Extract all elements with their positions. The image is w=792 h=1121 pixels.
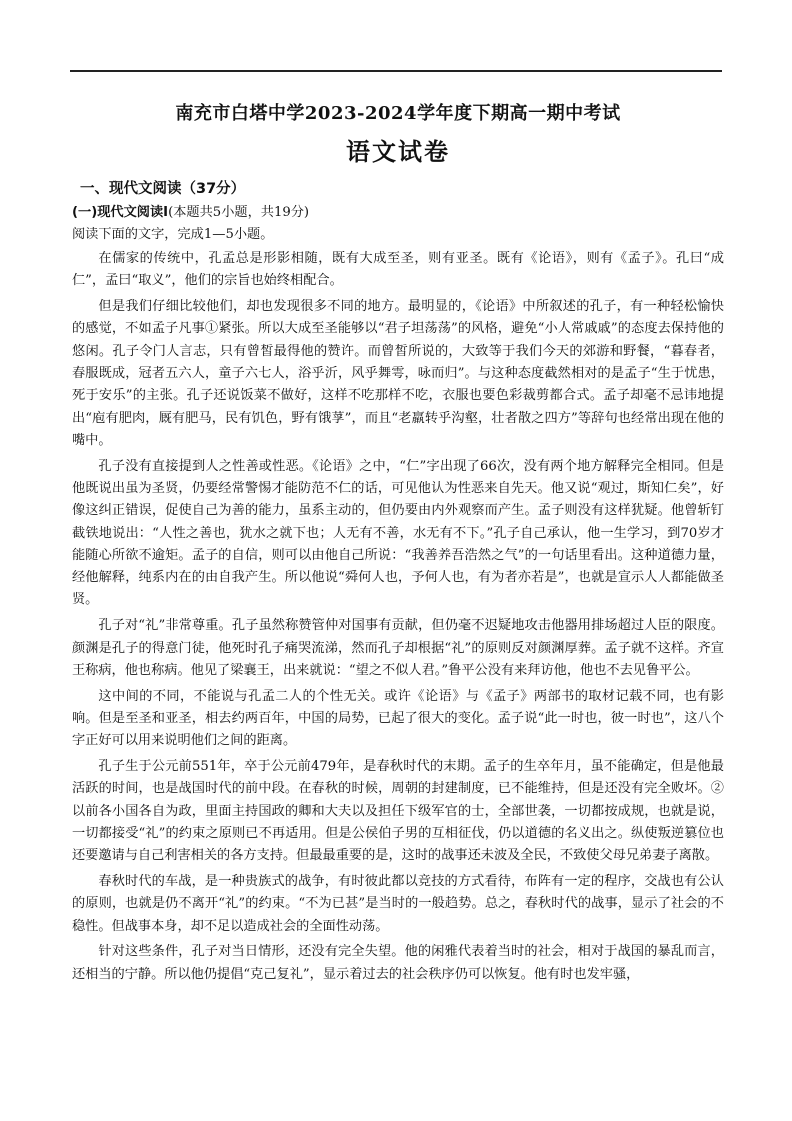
subsection-title: (一)现代文阅读Ⅰ bbox=[72, 205, 169, 220]
passage-paragraph-6: 孔子生于公元前551年，卒于公元前479年，是春秋时代的末期。孟子的生卒年月，虽不能确定，但是他最活跃的时间，也是战国时代的前中段。在春秋的时候，周朝的封建制度，已不能维持，但是还没有完全败坏。②以前各小国各自为政，里面主持国政的卿和大夫以及担任下级军官的士，全部世袭，一切都按成规，也就是说，一切都接受“礼”的约束之原则已不再适用。但是公侯伯子男的互相征伐，仍以道德的名义出之。纵使叛逆篡位也还要邀请与自己利害相关的各方支持。但最最重要的是，这时的战事还未波及全民，不致使父母兄弟妻子离散。 bbox=[72, 759, 724, 864]
reading-instruction: 阅读下面的文字，完成1—5小题。 bbox=[72, 227, 274, 242]
passage-paragraph-1: 在儒家的传统中，孔孟总是形影相随，既有大成至圣，则有亚圣。既有《论语》，则有《孟子》。孔曰“成仁”，孟曰“取义”，他们的宗旨也始终相配合。 bbox=[72, 251, 724, 289]
subsection-heading bbox=[72, 202, 724, 224]
passage-paragraph-5: 这中间的不同，不能说与孔孟二人的个性无关。或许《论语》与《孟子》两部书的取材记载不同，也有影响。但是至圣和亚圣，相去约两百年，中国的局势，已起了很大的变化。孟子说“此一时也，彼一时也”，这八个字正好可以用来说明他们之间的距离。 bbox=[72, 688, 724, 749]
passage-paragraph-8: 针对这些条件，孔子对当日情形，还没有完全失望。他的闲雅代表着当时的社会，相对于战国的暴乱而言，还相当的宁静。所以他仍提倡“克己复礼”，显示着过去的社会秩序仍可以恢复。他有时也发牢骚， bbox=[72, 944, 724, 982]
subsection-note: (本题共5小题，共19分) bbox=[168, 205, 310, 220]
subject-title: 语文试卷 bbox=[346, 137, 450, 166]
passage-paragraph-3: 孔子没有直接提到人之性善或性恶。《论语》之中，“仁”字出现了66次，没有两个地方解释完全相同。但是他既说出虽为圣贤，仍要经常警惕才能防范不仁的话，可见他认为性恶来自先天。他又说“观过，斯知仁矣”，好像这纠正错误，促使自己为善的能力，虽系主动的，但仍要由内外观察而产生。孟子则没有这样犹疑。他曾斩钉截铁地说出：“人性之善也，犹水之就下也；人无有不善，水无有不下。”孔子自己承认，他一生学习，到70岁才能随心所欲不逾矩。孟子的自信，则可以由他自己所说：“我善养吾浩然之气”的一句话里看出。这种道德力量，经他解释，纯系内在的由自我产生。所以他说“舜何人也，予何人也，有为者亦若是”，也就是宣示人人都能做圣贤。 bbox=[72, 458, 724, 608]
passage-paragraph-2: 但是我们仔细比较他们，却也发现很多不同的地方。最明显的，《论语》中所叙述的孔子，有一种轻松愉快的感觉，不如孟子凡事①紧张。所以大成至圣能够以“君子坦荡荡”的风格，避免“小人常戚戚”的态度去保持他的悠闲。孔子令门人言志，只有曾皙最得他的赞许。而曾皙所说的，大致等于我们今天的郊游和野餐，“暮春者，春服既成，冠者五六人，童子六七人，浴乎沂，风乎舞雩，咏而归”。与这种态度截然相对的是孟子“生于忧患，死于安乐”的主张。孔子还说饭菜不做好，这样不吃那样不吃，衣服也要色彩裁剪都合式。孟子却毫不忌讳地提出“庖有肥肉，厩有肥马，民有饥色，野有饿莩”，而且“老羸转乎沟壑，壮者散之四方”等辞句也经常出现在他的嘴中。 bbox=[72, 299, 724, 448]
section-heading: 一、现代文阅读（37分） bbox=[80, 181, 246, 197]
header-rule bbox=[70, 70, 722, 72]
exam-title: 南充市白塔中学2023-2024学年度下期高一期中考试 bbox=[175, 103, 621, 124]
reading-passage bbox=[72, 248, 724, 986]
passage-paragraph-7: 春秋时代的车战，是一种贵族式的战争，有时彼此都以竞技的方式看待，布阵有一定的程序，交战也有公认的原则，也就是仍不离开“礼”的约束。“不为已甚”是当时的一般趋势。总之，春秋时代的战事，显示了社会的不稳性。但战事本身，却不足以造成社会的全面性动荡。 bbox=[72, 874, 724, 934]
exam-page bbox=[72, 100, 724, 986]
passage-paragraph-4: 孔子对“礼”非常尊重。孔子虽然称赞管仲对国事有贡献，但仍毫不迟疑地攻击他器用排场超过人臣的限度。颜渊是孔子的得意门徒，他死时孔子痛哭流涕，然而孔子却根据“礼”的原则反对颜渊厚葬。孟子就不这样。齐宣王称病，他也称病。他见了梁襄王，出来就说：“望之不似人君。”鲁平公没有来拜访他，他也不去见鲁平公。 bbox=[72, 618, 724, 678]
